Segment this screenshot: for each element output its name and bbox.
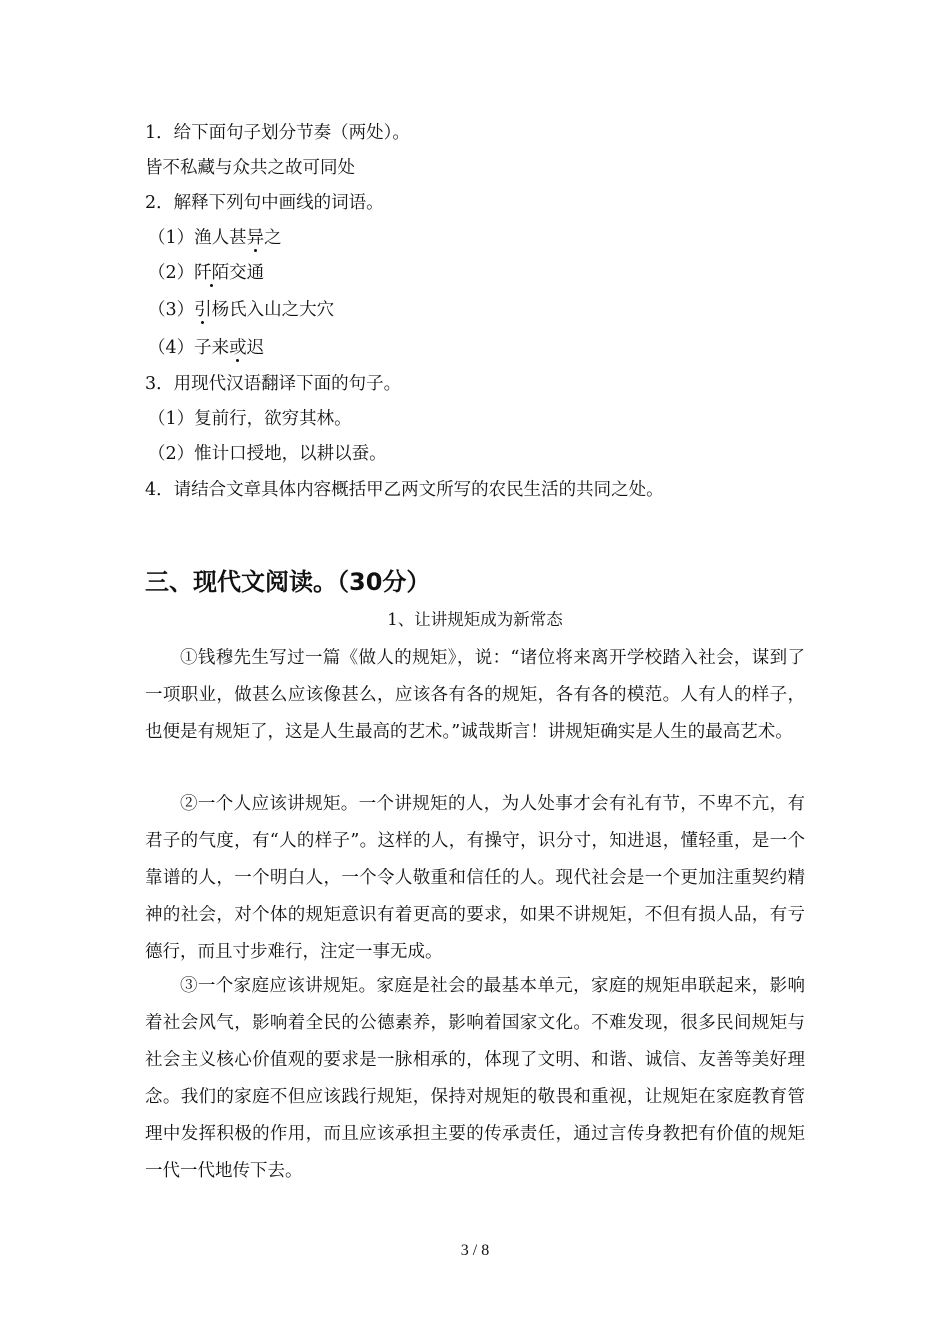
article-title: 1、让讲规矩成为新常态 xyxy=(387,610,563,629)
question-3-item-1: （1）复前行，欲穷其林。 xyxy=(148,409,352,429)
dotted-word: 或 xyxy=(229,338,247,358)
question-2-item-3: （3）引杨氏入山之大穴 xyxy=(148,300,335,320)
question-2: 2．解释下列句中画线的词语。 xyxy=(145,193,384,213)
question-3: 3．用现代汉语翻译下面的句子。 xyxy=(145,374,402,394)
dotted-word: 引 xyxy=(194,300,212,320)
dotted-word: 异 xyxy=(246,228,265,248)
question-4: 4．请结合文章具体内容概括甲乙两文所写的农民生活的共同之处。 xyxy=(145,480,664,500)
section-heading: 三、现代文阅读。（30分） xyxy=(145,568,431,596)
question-1: 1．给下面句子划分节奏（两处）。 xyxy=(145,123,410,143)
question-2-item-2: （2）阡陌交通 xyxy=(148,263,265,283)
page-number: 3 / 8 xyxy=(460,1242,490,1259)
article-paragraph-1: ①钱穆先生写过一篇《做人的规矩》，说：“诸位将来离开学校踏入社会，谋到了一项职业，做甚么应该像甚么，应该各有各的规矩，各有各的模范。人有人的样子，也便是有规矩了，这是人生最高的艺术。”诚哉斯言！讲规矩确实是人生的最高艺术。 xyxy=(145,648,805,742)
question-3-item-2: （2）惟计口授地，以耕以蚕。 xyxy=(148,444,387,464)
question-1-sentence: 皆不私藏与众共之故可同处 xyxy=(145,158,355,178)
article-paragraph-3: ③一个家庭应该讲规矩。家庭是社会的最基本单元，家庭的规矩串联起来，影响着社会风气，影响着全民的公德素养，影响着国家文化。不难发现，很多民间规矩与社会主义核心价值观的要求是一脉相承的，体现了文明、和谐、诚信、友善等美好理念。我们的家庭不但应该践行规矩，保持对规矩的敬畏和重视，让规矩在家庭教育管理中发挥积极的作用，而且应该承担主要的传承责任，通过言传身教把有价值的规矩一代一代地传下去。 xyxy=(145,976,805,1181)
question-2-item-4: （4）子来或迟 xyxy=(148,338,265,358)
question-2-item-1: （1）渔人甚异之 xyxy=(148,228,282,248)
article-paragraph-2: ②一个人应该讲规矩。一个讲规矩的人，为人处事才会有礼有节，不卑不亢，有君子的气度，有“人的样子”。这样的人，有操守，识分寸，知进退，懂轻重，是一个靠谱的人，一个明白人，一个令人敬重和信任的人。现代社会是一个更加注重契约精神的社会，对个体的规矩意识有着更高的要求，如果不讲规矩，不但有损人品，有亏德行，而且寸步难行，注定一事无成。 xyxy=(145,794,805,962)
dotted-word: 阡陌 xyxy=(194,263,230,283)
